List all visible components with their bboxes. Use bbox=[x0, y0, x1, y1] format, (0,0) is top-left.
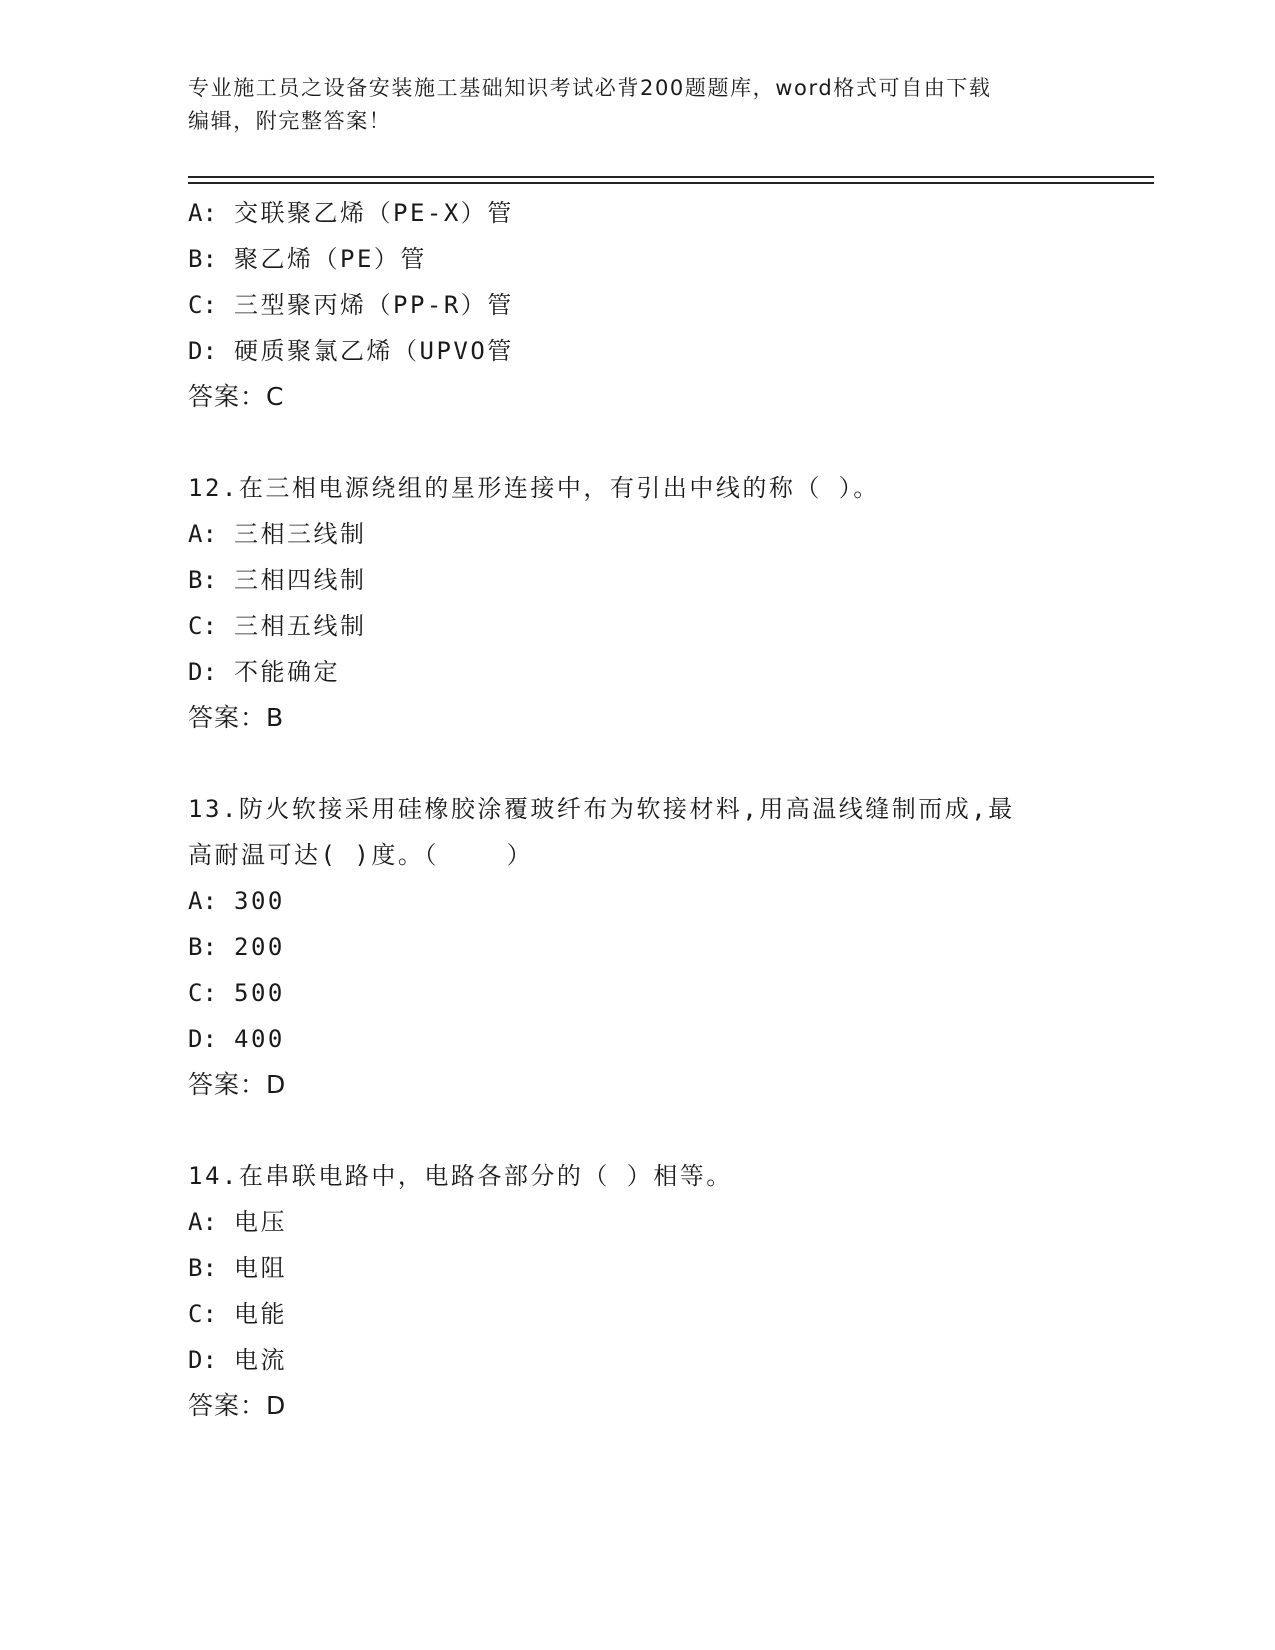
option-text: 300 bbox=[234, 887, 285, 915]
option-key: A: bbox=[188, 1208, 217, 1236]
question-13 bbox=[188, 786, 1148, 1108]
option-key: B: bbox=[188, 566, 217, 594]
option-b bbox=[188, 557, 1148, 603]
option-text: 电阻 bbox=[234, 1254, 287, 1282]
option-c bbox=[188, 282, 1148, 328]
header-divider-top bbox=[188, 176, 1154, 178]
option-c bbox=[188, 1291, 1148, 1337]
option-b bbox=[188, 924, 1148, 970]
option-text: 聚乙烯（PE）管 bbox=[234, 245, 427, 273]
option-key: B: bbox=[188, 1254, 217, 1282]
option-key: D: bbox=[188, 337, 217, 365]
option-a bbox=[188, 511, 1148, 557]
option-text: 三型聚丙烯（PP-R）管 bbox=[234, 291, 514, 319]
option-d bbox=[188, 328, 1148, 374]
spacer bbox=[188, 741, 1148, 786]
option-key: C: bbox=[188, 1300, 217, 1328]
option-text: 三相五线制 bbox=[234, 612, 367, 640]
document-header bbox=[188, 72, 1088, 138]
option-key: C: bbox=[188, 612, 217, 640]
option-text: 200 bbox=[234, 933, 285, 961]
option-key: B: bbox=[188, 933, 217, 961]
question-stem-line-1: 13.防火软接采用硅橡胶涂覆玻纤布为软接材料,用高温线缝制而成,最 bbox=[188, 795, 1015, 823]
answer-line: 答案：D bbox=[188, 1391, 287, 1420]
option-text: 硬质聚氯乙烯（UPVO管 bbox=[234, 337, 514, 365]
option-key: A: bbox=[188, 887, 217, 915]
question-14 bbox=[188, 1153, 1148, 1429]
option-text: 电流 bbox=[234, 1346, 287, 1374]
answer-line: 答案：C bbox=[188, 382, 285, 411]
option-key: D: bbox=[188, 1025, 217, 1053]
option-key: A: bbox=[188, 199, 217, 227]
question-12 bbox=[188, 465, 1148, 741]
option-text: 400 bbox=[234, 1025, 285, 1053]
question-stem-line-2: 高耐温可达( )度。（ ） bbox=[188, 841, 534, 869]
question-list bbox=[188, 190, 1148, 1429]
spacer bbox=[188, 1108, 1148, 1153]
option-text: 500 bbox=[234, 979, 285, 1007]
header-line-2: 编辑，附完整答案！ bbox=[188, 109, 392, 133]
option-b bbox=[188, 236, 1148, 282]
spacer bbox=[188, 420, 1148, 465]
option-key: C: bbox=[188, 291, 217, 319]
header-divider-bottom bbox=[188, 182, 1154, 184]
option-key: A: bbox=[188, 520, 217, 548]
option-d bbox=[188, 1016, 1148, 1062]
option-a bbox=[188, 190, 1148, 236]
question-stem: 12.在三相电源绕组的星形连接中，有引出中线的称（ ）。 bbox=[188, 474, 880, 502]
header-line-1: 专业施工员之设备安装施工基础知识考试必背200题题库，word格式可自由下载 bbox=[188, 76, 992, 100]
option-c bbox=[188, 970, 1148, 1016]
option-text: 电压 bbox=[234, 1208, 287, 1236]
answer-line: 答案：B bbox=[188, 703, 285, 732]
option-c bbox=[188, 603, 1148, 649]
option-key: B: bbox=[188, 245, 217, 273]
option-b bbox=[188, 1245, 1148, 1291]
option-text: 交联聚乙烯（PE-X）管 bbox=[234, 199, 514, 227]
option-d bbox=[188, 1337, 1148, 1383]
option-key: C: bbox=[188, 979, 217, 1007]
option-key: D: bbox=[188, 1346, 217, 1374]
option-text: 三相三线制 bbox=[234, 520, 367, 548]
option-text: 电能 bbox=[234, 1300, 287, 1328]
question-stem: 14.在串联电路中，电路各部分的（ ）相等。 bbox=[188, 1162, 733, 1190]
option-text: 三相四线制 bbox=[234, 566, 367, 594]
option-d bbox=[188, 649, 1148, 695]
option-key: D: bbox=[188, 658, 217, 686]
option-a bbox=[188, 878, 1148, 924]
question-11-continued bbox=[188, 190, 1148, 420]
answer-line: 答案：D bbox=[188, 1070, 287, 1099]
option-a bbox=[188, 1199, 1148, 1245]
option-text: 不能确定 bbox=[234, 658, 340, 686]
